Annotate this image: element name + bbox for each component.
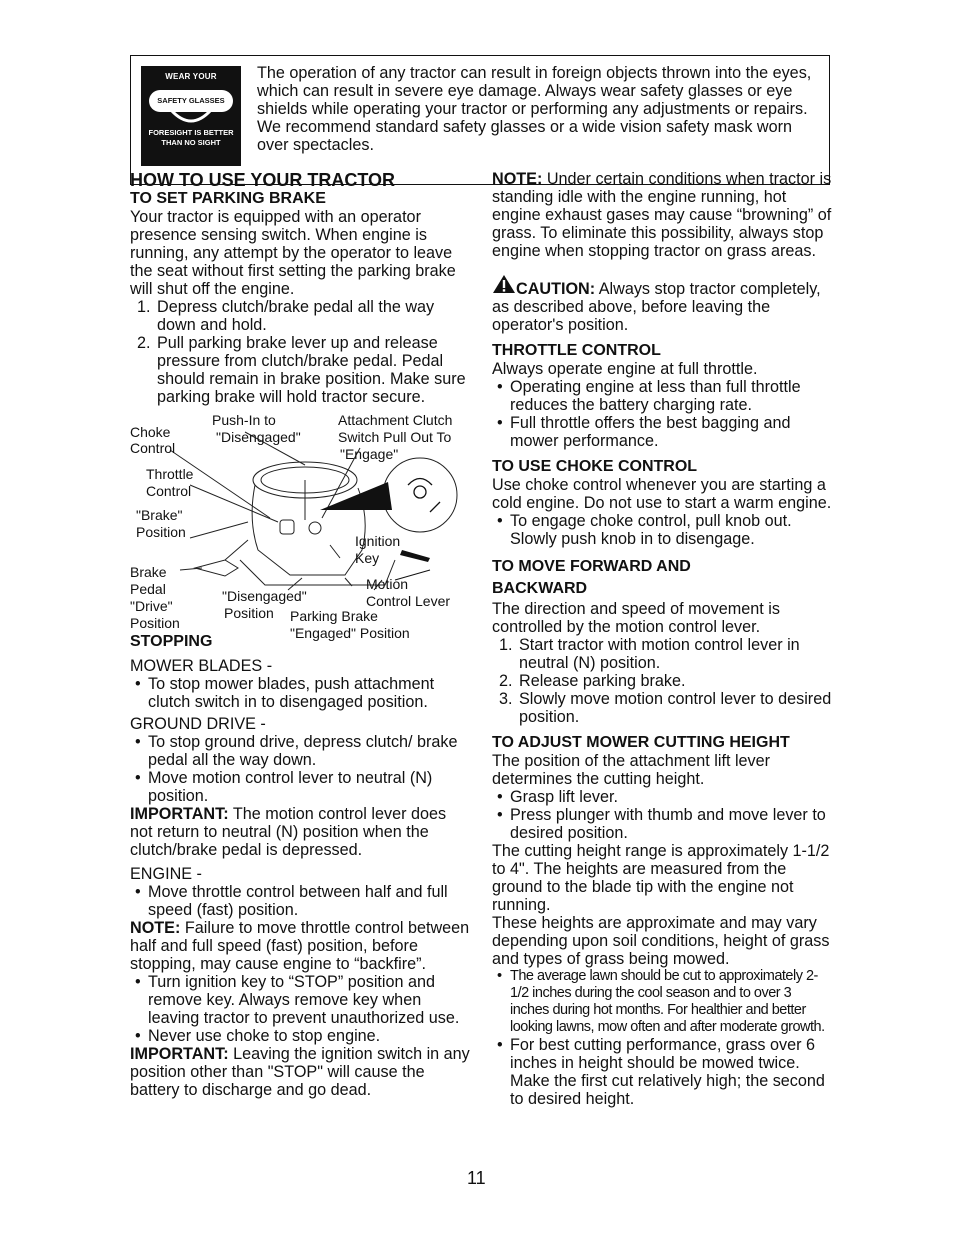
list-item: • Grasp lift lever. — [497, 788, 618, 806]
throttle-heading: THROTTLE CONTROL — [492, 342, 661, 359]
badge-bottom-text — [141, 128, 241, 148]
safety-warning-text: The operation of any tractor can result in foreign objects thrown into the eyes, which can result in severe eye damage. Always wear safety glasses or eye shields while operating your tractor or performing any adjustments or repairs. We recommend standard safety glasses or a wide vision safety mask worn over spectacles. — [257, 64, 812, 154]
label-brake-pedal-2: Pedal — [130, 581, 166, 597]
label-brake-position-2: Position — [136, 524, 186, 540]
safety-warning-box — [130, 55, 830, 185]
safety-glasses-badge — [141, 66, 241, 166]
list-item: 1. Start tractor with motion control lever in neutral (N) position. — [499, 636, 800, 672]
page-number: 11 — [467, 1168, 486, 1188]
engine-note: NOTE: Failure to move throttle control between half and full speed (fast) position, before stopping, may cause engine to “backfire”. — [130, 919, 470, 973]
label-disengaged-low: "Disengaged" — [222, 588, 307, 604]
label-switch-pull: Switch Pull Out To — [338, 429, 452, 445]
move-intro: The direction and speed of movement is controlled by the motion control lever. — [492, 600, 780, 636]
list-item: 2. Pull parking brake lever up and release pressure from clutch/brake pedal. Pedal should remain in brake position. Make sure parking brake will hold tractor secure. — [137, 334, 466, 406]
label-push-in: Push-In to — [212, 412, 276, 428]
label-attachment-clutch: Attachment Clutch — [338, 412, 453, 428]
list-item: 3. Slowly move motion control lever to desired position. — [499, 690, 832, 726]
label-drive: "Drive" — [130, 598, 173, 614]
list-item: • Never use choke to stop engine. — [135, 1027, 381, 1045]
label-drive-position: Position — [130, 615, 180, 631]
tractor-controls-diagram — [130, 410, 475, 645]
label-brake-position: "Brake" — [136, 507, 183, 523]
stopping-heading: STOPPING — [130, 633, 213, 650]
parking-brake-intro: Your tractor is equipped with an operator presence sensing switch. When engine is running, any attempt by the operator to leave the seat without first setting the parking brake will shut off the engine. — [130, 208, 456, 298]
exhaust-note: NOTE: Under certain conditions when tractor is standing idle with the engine running, hot engine exhaust gases may cause “browning” of grass. To eliminate this possibility, always stop engine when stopping tractor on grass areas. — [492, 170, 832, 260]
list-item: • Press plunger with thumb and move lever to desired position. — [497, 806, 826, 842]
throttle-intro: Always operate engine at full throttle. — [492, 360, 758, 378]
label-throttle: Throttle — [146, 466, 194, 482]
cut-range: The cutting height range is approximately 1-1/2 to 4". The heights are measured from the ground to the blade tip with the engine not running. — [492, 842, 830, 914]
left-column — [130, 170, 470, 1099]
warning-triangle-icon — [492, 274, 516, 294]
list-item: 1. Depress clutch/brake pedal all the way down and hold. — [137, 298, 435, 334]
engine-label: ENGINE - — [130, 865, 202, 883]
list-item: • For best cutting performance, grass over 6 inches in height should be mowed twice. Make the first cut relatively high; the second to desired height. — [497, 1036, 825, 1108]
right-column — [492, 170, 832, 1108]
choke-heading: TO USE CHOKE CONTROL — [492, 458, 698, 475]
label-engage: "Engage" — [340, 446, 399, 462]
badge-bottom-line2: THAN NO SIGHT — [161, 138, 221, 147]
label-ignition: Ignition — [355, 533, 401, 549]
list-item: • Full throttle offers the best bagging and mower performance. — [497, 414, 791, 450]
important-note-1: IMPORTANT: The motion control lever does not return to neutral (N) position when the clutch/brake pedal is depressed. — [130, 805, 447, 859]
list-item: • Operating engine at less than full throttle reduces the battery charging rate. — [497, 378, 801, 414]
label-throttle-control: Control — [146, 483, 192, 499]
list-item: • To stop mower blades, push attachment clutch switch in to disengaged position. — [135, 675, 435, 711]
section-title: HOW TO USE YOUR TRACTOR — [130, 170, 396, 190]
label-choke: Choke — [130, 424, 171, 440]
cutting-height-heading: TO ADJUST MOWER CUTTING HEIGHT — [492, 734, 790, 751]
label-disengaged-low-position: Position — [224, 605, 274, 621]
ground-drive-label: GROUND DRIVE - — [130, 715, 266, 733]
badge-bottom-line1: FORESIGHT IS BETTER — [148, 128, 234, 137]
label-brake-pedal: Brake — [130, 564, 167, 580]
parking-brake-heading: TO SET PARKING BRAKE — [130, 190, 326, 207]
choke-intro: Use choke control whenever you are starting a cold engine. Do not use to start a warm engine. — [492, 476, 832, 512]
label-parking-engaged: "Engaged" Position — [290, 625, 410, 641]
list-item: • Move motion control lever to neutral (N) position. — [135, 769, 433, 805]
list-item: • Turn ignition key to “STOP” position and remove key. Always remove key when leaving tractor to prevent unauthorized use. — [135, 973, 460, 1027]
move-heading — [492, 556, 832, 600]
label-ignition-key: Key — [355, 550, 380, 566]
mower-blades-label: MOWER BLADES - — [130, 657, 273, 675]
list-item: • To stop ground drive, depress clutch/ brake pedal all the way down. — [135, 733, 458, 769]
important-note-2: IMPORTANT: Leaving the ignition switch in any position other than "STOP" will cause the battery to discharge and go dead. — [130, 1045, 470, 1099]
label-motion-control-lever: Control Lever — [366, 593, 451, 609]
list-item: 2. Release parking brake. — [499, 672, 686, 690]
label-choke-control: Control — [130, 440, 176, 456]
list-item: • To engage choke control, pull knob out. Slowly push knob in to disengage. — [497, 512, 792, 548]
cut-intro: The position of the attachment lift lever determines the cutting height. — [492, 752, 771, 788]
parking-steps — [130, 298, 470, 406]
label-motion: Motion — [366, 576, 409, 592]
badge-top-text: WEAR YOUR — [165, 72, 217, 81]
label-disengaged-top: "Disengaged" — [216, 429, 301, 445]
move-heading-line1: TO MOVE FORWARD AND — [492, 558, 691, 575]
label-parking-brake: Parking Brake — [290, 608, 378, 624]
list-item: • The average lawn should be cut to approximately 2-1/2 inches during the cool season and to over 3 inches during hot months. For healthier and better looking lawns, mow often and after moderate growth. — [497, 968, 825, 1035]
cut-vary: These heights are approximate and may vary depending upon soil conditions, height of grass and types of grass being mowed. — [492, 914, 830, 968]
badge-mid-text: SAFETY GLASSES — [149, 90, 233, 112]
move-heading-line2: BACKWARD — [492, 580, 588, 597]
caution-paragraph: CAUTION: Always stop tractor completely, as described above, before leaving the operator's position. — [492, 274, 832, 334]
list-item: • Move throttle control between half and full speed (fast) position. — [135, 883, 448, 919]
